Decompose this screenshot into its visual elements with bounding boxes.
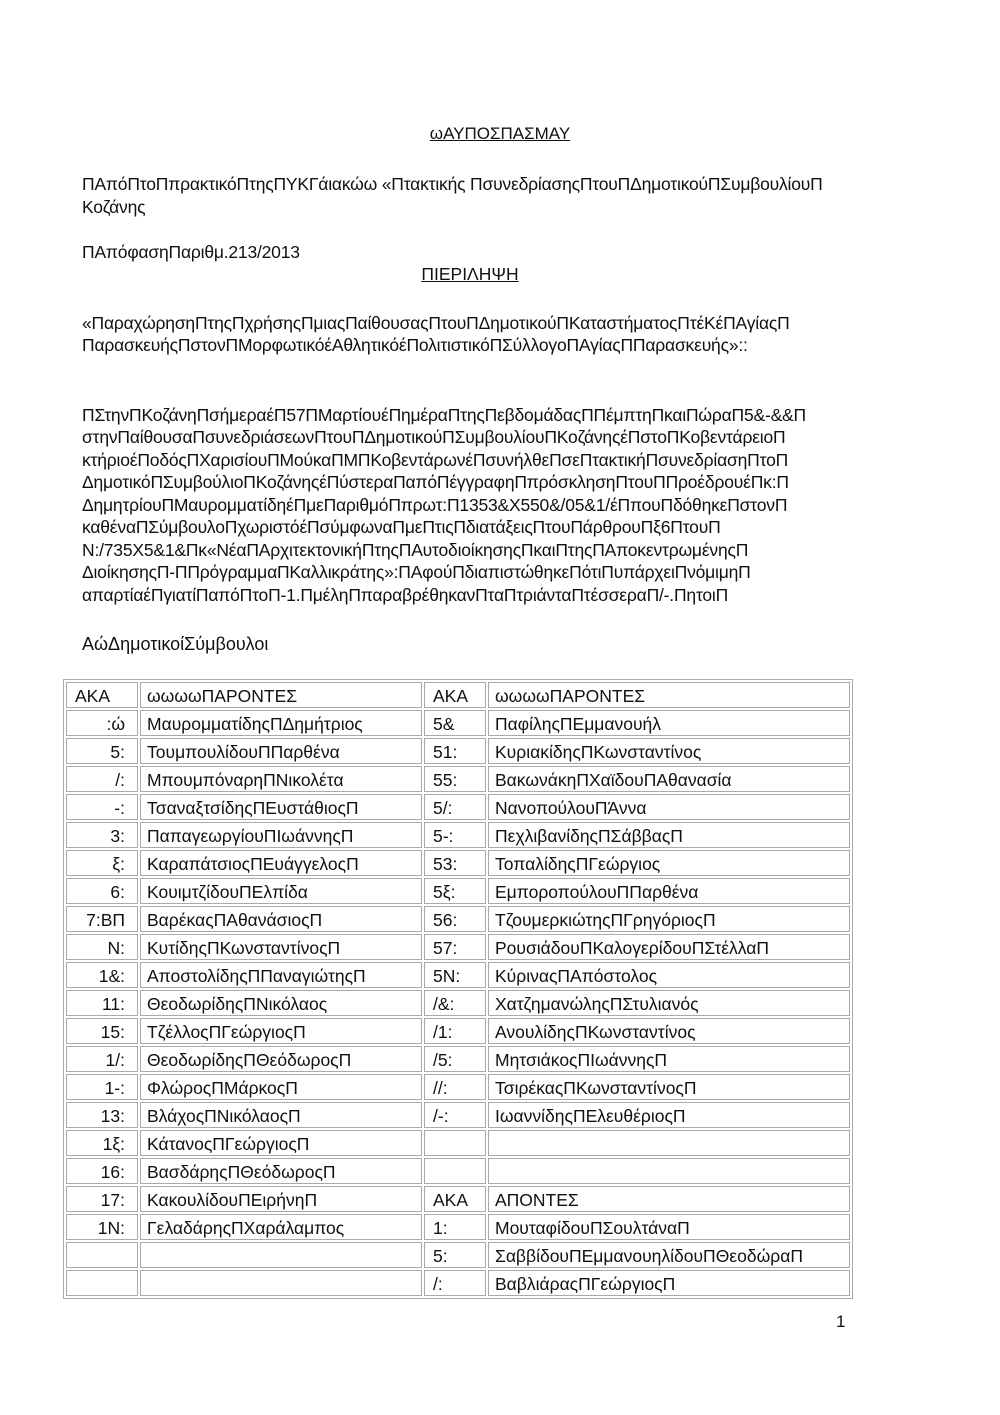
header-num-present-right: ΑΚΑ [424,682,486,708]
member-number-left: :ώ [66,710,138,736]
table-row [66,878,850,904]
member-name-left: ΓελαδάρηςΠΧαράλαμπος [140,1214,422,1240]
intro-line-2: Κοζάνης [82,197,146,217]
members-table-body [66,710,850,1296]
member-name-right: ΙωαννίδηςΠΕλευθέριοςΠ [488,1102,850,1128]
subject-heading: ΠΙΕΡΙΛΗΨΗ [421,264,519,284]
document-header-title: ωΑΥΠΟΣΠΑΣΜΑΥ [429,124,571,143]
member-name-right [488,1158,850,1184]
member-name-left [140,1270,422,1296]
member-number-left: Ν: [66,934,138,960]
member-name-left: ΘεοδωρίδηςΠΝικόλαος [140,990,422,1016]
member-name-right: ΜητσιάκοςΠΙωάννηςΠ [488,1046,850,1072]
table-row [66,1074,850,1100]
member-number-right: 5Ν: [424,962,486,988]
header-present-left: ωωωωΠΑΡΟΝΤΕΣ [140,682,422,708]
subject-line-1: «ΠαραχώρησηΠτηςΠχρήσηςΠμιαςΠαίθουσαςΠτουΠΔημοτικούΠΚαταστήματοςΠτέΚέΠΑγίαςΠ [82,313,790,333]
member-name-left: ΚουιμτζίδουΠΕλπίδα [140,878,422,904]
member-name-left [140,1242,422,1268]
member-number-left: 7:ΒΠ [66,906,138,932]
body-line-2: στηνΠαίθουσαΠσυνεδριάσεωνΠτουΠΔημοτικούΠΣυμβουλίουΠΚοζάνηςέΠστοΠΚοβεντάρειοΠ [82,427,786,447]
member-name-left: ΒλάχοςΠΝικόλαοςΠ [140,1102,422,1128]
member-name-right: ΣαββίδουΠΕμμανουηλίδουΠΘεοδώραΠ [488,1242,850,1268]
table-row [66,1242,850,1268]
member-number-right: /-: [424,1102,486,1128]
member-number-left: ξ: [66,850,138,876]
member-number-right: 5-: [424,822,486,848]
member-name-left: ΘεοδωρίδηςΠΘεόδωροςΠ [140,1046,422,1072]
body-line-3: κτήριοέΠοδόςΠΧαρισίουΠΜούκαΠΜΠΚοβεντάρωνέΠσυνήλθεΠσεΠτακτικήΠσυνεδρίασηΠτοΠ [82,450,789,470]
member-number-right: 5ξ: [424,878,486,904]
member-name-right: ΡουσιάδουΠΚαλογερίδουΠΣτέλλαΠ [488,934,850,960]
table-row [66,738,850,764]
member-name-left: ΤσαναξτσίδηςΠΕυστάθιοςΠ [140,794,422,820]
table-row [66,794,850,820]
member-number-right: 51: [424,738,486,764]
member-number-right: 55: [424,766,486,792]
table-row [66,766,850,792]
member-name-left: ΚαραπάτσιοςΠΕυάγγελοςΠ [140,850,422,876]
member-name-right: ΧατζημανώληςΠΣτυλιανός [488,990,850,1016]
member-name-left: ΤουμπουλίδουΠΠαρθένα [140,738,422,764]
member-name-right: ΕμποροπούλουΠΠαρθένα [488,878,850,904]
member-number-right: 5: [424,1242,486,1268]
member-name-left: ΜαυρομματίδηςΠΔημήτριος [140,710,422,736]
member-name-left: ΚακουλίδουΠΕιρήνηΠ [140,1186,422,1212]
body-line-7: Ν:/735Χ5&1&Πκ«ΝέαΠΑρχιτεκτονικήΠτηςΠΑυτοδιοίκησηςΠκαιΠτηςΠΑποκεντρωμένηςΠ [82,540,749,560]
member-number-left: 16: [66,1158,138,1184]
member-number-right [424,1158,486,1184]
member-number-left: /: [66,766,138,792]
member-name-right: ΤοπαλίδηςΠΓεώργιος [488,850,850,876]
decision-number: ΠΑπόφασηΠαριθμ.213/2013 [82,242,300,262]
table-row [66,1214,850,1240]
members-heading: ΑώΔημοτικοίΣύμβουλοι [82,634,269,654]
member-name-right: ΑνουλίδηςΠΚωνσταντίνος [488,1018,850,1044]
member-number-left: 13: [66,1102,138,1128]
member-name-left: ΦλώροςΠΜάρκοςΠ [140,1074,422,1100]
member-number-right: /1: [424,1018,486,1044]
member-name-left: ΚυτίδηςΠΚωνσταντίνοςΠ [140,934,422,960]
body-line-8: ΔιοίκησηςΠ-ΠΠρόγραμμαΠΚαλλικράτης»:ΠΑφούΠδιαπιστώθηκεΠότιΠυπάρχειΠνόμιμηΠ [82,562,751,582]
member-number-right: 53: [424,850,486,876]
member-number-right: 57: [424,934,486,960]
body-line-6: καθέναΠΣύμβουλοΠχωριστόέΠσύμφωναΠμεΠτιςΠδιατάξειςΠτουΠάρθρουΠξ6ΠτουΠ [82,517,721,537]
intro-line-1: ΠΑπόΠτοΠπρακτικόΠτηςΠΥΚΓάιακώω «Πτακτικής ΠσυνεδρίασηςΠτουΠΔημοτικούΠΣυμβουλίουΠ [82,174,823,194]
member-name-left: ΒαρέκαςΠΑθανάσιοςΠ [140,906,422,932]
member-number-right: /: [424,1270,486,1296]
table-row [66,906,850,932]
member-number-left: 1-: [66,1074,138,1100]
member-number-right: /5: [424,1046,486,1072]
member-name-right: ΤζουμερκιώτηςΠΓρηγόριοςΠ [488,906,850,932]
table-row [66,962,850,988]
member-number-right: 5/: [424,794,486,820]
member-name-left: ΤζέλλοςΠΓεώργιοςΠ [140,1018,422,1044]
member-name-right: ΚύριναςΠΑπόστολος [488,962,850,988]
member-number-left: 1ξ: [66,1130,138,1156]
member-number-left: 17: [66,1186,138,1212]
member-number-left: 6: [66,878,138,904]
body-line-4: ΔημοτικόΠΣυμβούλιοΠΚοζάνηςέΠύστεραΠαπόΠέγγραφηΠπρόσκλησηΠτουΠΠροέδρουέΠκ:Π [82,472,789,492]
member-name-right: ΜουταφίδουΠΣουλτάναΠ [488,1214,850,1240]
header-present-right: ωωωωΠΑΡΟΝΤΕΣ [488,682,850,708]
member-name-right [488,1130,850,1156]
member-name-left: ΑποστολίδηςΠΠαναγιώτηςΠ [140,962,422,988]
member-name-left: ΒασδάρηςΠΘεόδωροςΠ [140,1158,422,1184]
member-number-left: -: [66,794,138,820]
members-table [63,679,853,1299]
member-name-right: ΑΠΟΝΤΕΣ [488,1186,850,1212]
member-number-left: 1/: [66,1046,138,1072]
table-row [66,1130,850,1156]
member-name-right: ΝανοπούλουΠΆννα [488,794,850,820]
member-number-right: /&: [424,990,486,1016]
table-row [66,1018,850,1044]
member-number-left: 3: [66,822,138,848]
table-row [66,1270,850,1296]
member-number-right: 56: [424,906,486,932]
table-row [66,1186,850,1212]
member-name-right: ΒαβλιάραςΠΓεώργιοςΠ [488,1270,850,1296]
member-number-right: //: [424,1074,486,1100]
member-name-right: ΠαφίληςΠΕμμανουήλ [488,710,850,736]
body-line-1: ΠΣτηνΠΚοζάνηΠσήμεραέΠ57ΠΜαρτίουέΠημέραΠτηςΠεβδομάδαςΠΠέμπτηΠκαιΠώραΠ5&-&&Π [82,405,806,425]
member-number-left [66,1270,138,1296]
body-line-9: απαρτίαέΠγιατίΠαπόΠτοΠ-1.ΠμέληΠπαραβρέθηκανΠταΠτριάνταΠτέσσεραΠ/-.ΠητοιΠ [82,585,729,605]
page-number: 1 [836,1312,846,1331]
table-header-row [66,682,850,708]
table-row [66,934,850,960]
subject-line-2: ΠαρασκευήςΠστονΠΜορφωτικόέΑθλητικόέΠολιτιστικόΠΣύλλογοΠΑγίαςΠΠαρασκευής»:: [82,335,748,355]
member-name-left: ΜπουμπόναρηΠΝικολέτα [140,766,422,792]
member-name-right: ΠεχλιβανίδηςΠΣάββαςΠ [488,822,850,848]
member-number-left: 11: [66,990,138,1016]
header-num-present-left: ΑΚΑ [66,682,138,708]
table-row [66,1102,850,1128]
member-number-left: 1Ν: [66,1214,138,1240]
member-number-right [424,1130,486,1156]
member-name-right: ΤσιρέκαςΠΚωνσταντίνοςΠ [488,1074,850,1100]
table-row [66,710,850,736]
member-number-left: 5: [66,738,138,764]
body-line-5: ΔημητρίουΠΜαυρομματίδηέΠμεΠαριθμόΠπρωτ:Π1353&Χ550&/05&1/έΠπουΠδόθηκεΠστονΠ [82,495,788,515]
member-number-left: 15: [66,1018,138,1044]
member-name-right: ΚυριακίδηςΠΚωνσταντίνος [488,738,850,764]
member-name-left: ΠαπαγεωργίουΠΙωάννηςΠ [140,822,422,848]
member-number-right: ΑΚΑ [424,1186,486,1212]
member-name-left: ΚάτανοςΠΓεώργιοςΠ [140,1130,422,1156]
table-row [66,1046,850,1072]
table-row [66,1158,850,1184]
table-row [66,990,850,1016]
member-number-left [66,1242,138,1268]
member-number-left: 1&: [66,962,138,988]
member-name-right: ΒακωνάκηΠΧαϊδουΠΑθανασία [488,766,850,792]
table-row [66,850,850,876]
member-number-right: 5& [424,710,486,736]
table-row [66,822,850,848]
member-number-right: 1: [424,1214,486,1240]
